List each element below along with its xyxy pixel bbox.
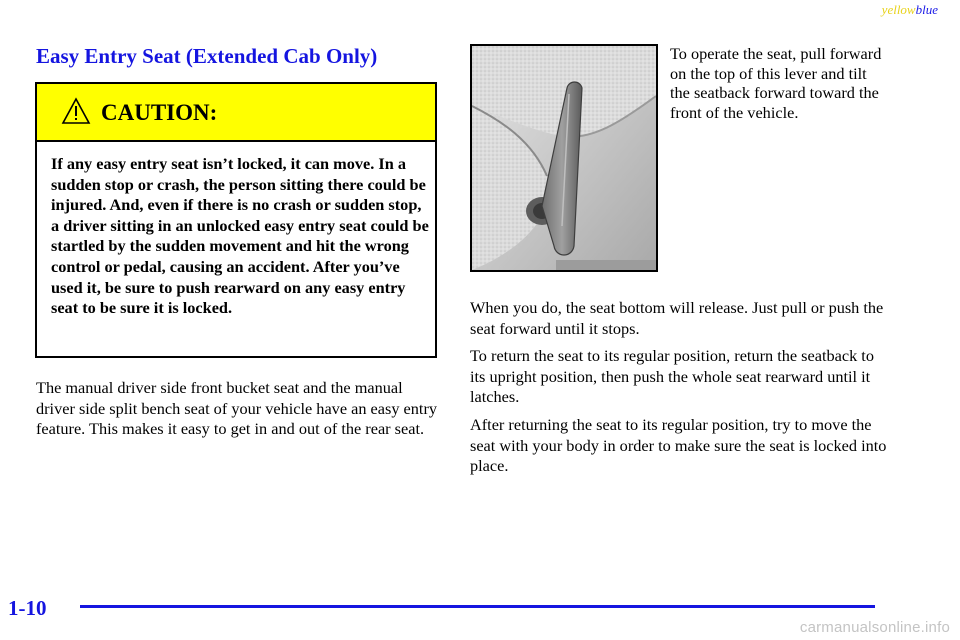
caution-label: CAUTION: xyxy=(101,100,218,125)
page-number: 1-10 xyxy=(8,596,47,620)
return-paragraph: To return the seat to its regular position, return the seatback to its upright position, then push the whole seat rearward until it latches. xyxy=(470,346,874,406)
seat-lever-image xyxy=(472,46,656,270)
intro-paragraph: The manual driver side front bucket seat and the manual driver side split bench seat of your vehicle have an easy entry feature. This makes it easy to get in and out of the rear seat. xyxy=(36,378,438,438)
warning-triangle-icon xyxy=(61,97,91,125)
tag-yellow: yellow xyxy=(881,2,916,17)
caution-header xyxy=(37,84,435,142)
print-color-tag xyxy=(882,2,938,18)
operate-paragraph: To operate the seat, pull forward on the top of this lever and tilt the seatback forward toward the front of the vehicle. xyxy=(670,44,882,122)
seat-lever-photo xyxy=(470,44,658,272)
check-paragraph: After returning the seat to its regular position, try to move the seat with your body in order to make sure the seat is locked into place. xyxy=(470,415,887,475)
section-title: Easy Entry Seat (Extended Cab Only) xyxy=(36,44,378,68)
caution-box xyxy=(35,82,437,358)
tag-blue: blue xyxy=(915,2,938,17)
release-paragraph: When you do, the seat bottom will release. Just pull or push the seat forward until it stops. xyxy=(470,298,884,338)
watermark: carmanualsonline.info xyxy=(799,619,950,636)
caution-text: If any easy entry seat isn’t locked, it can move. In a sudden stop or crash, the person sitting there could be injured. And, even if there is no crash or sudden stop, a driver sitting in an unlocked easy entry seat could be startled by the sudden movement and hit the wrong control or pedal, causing an accident. After you’ve used it, be sure to push rearward on any easy entry seat to be sure it is locked. xyxy=(51,154,429,318)
footer-rule xyxy=(80,605,875,608)
